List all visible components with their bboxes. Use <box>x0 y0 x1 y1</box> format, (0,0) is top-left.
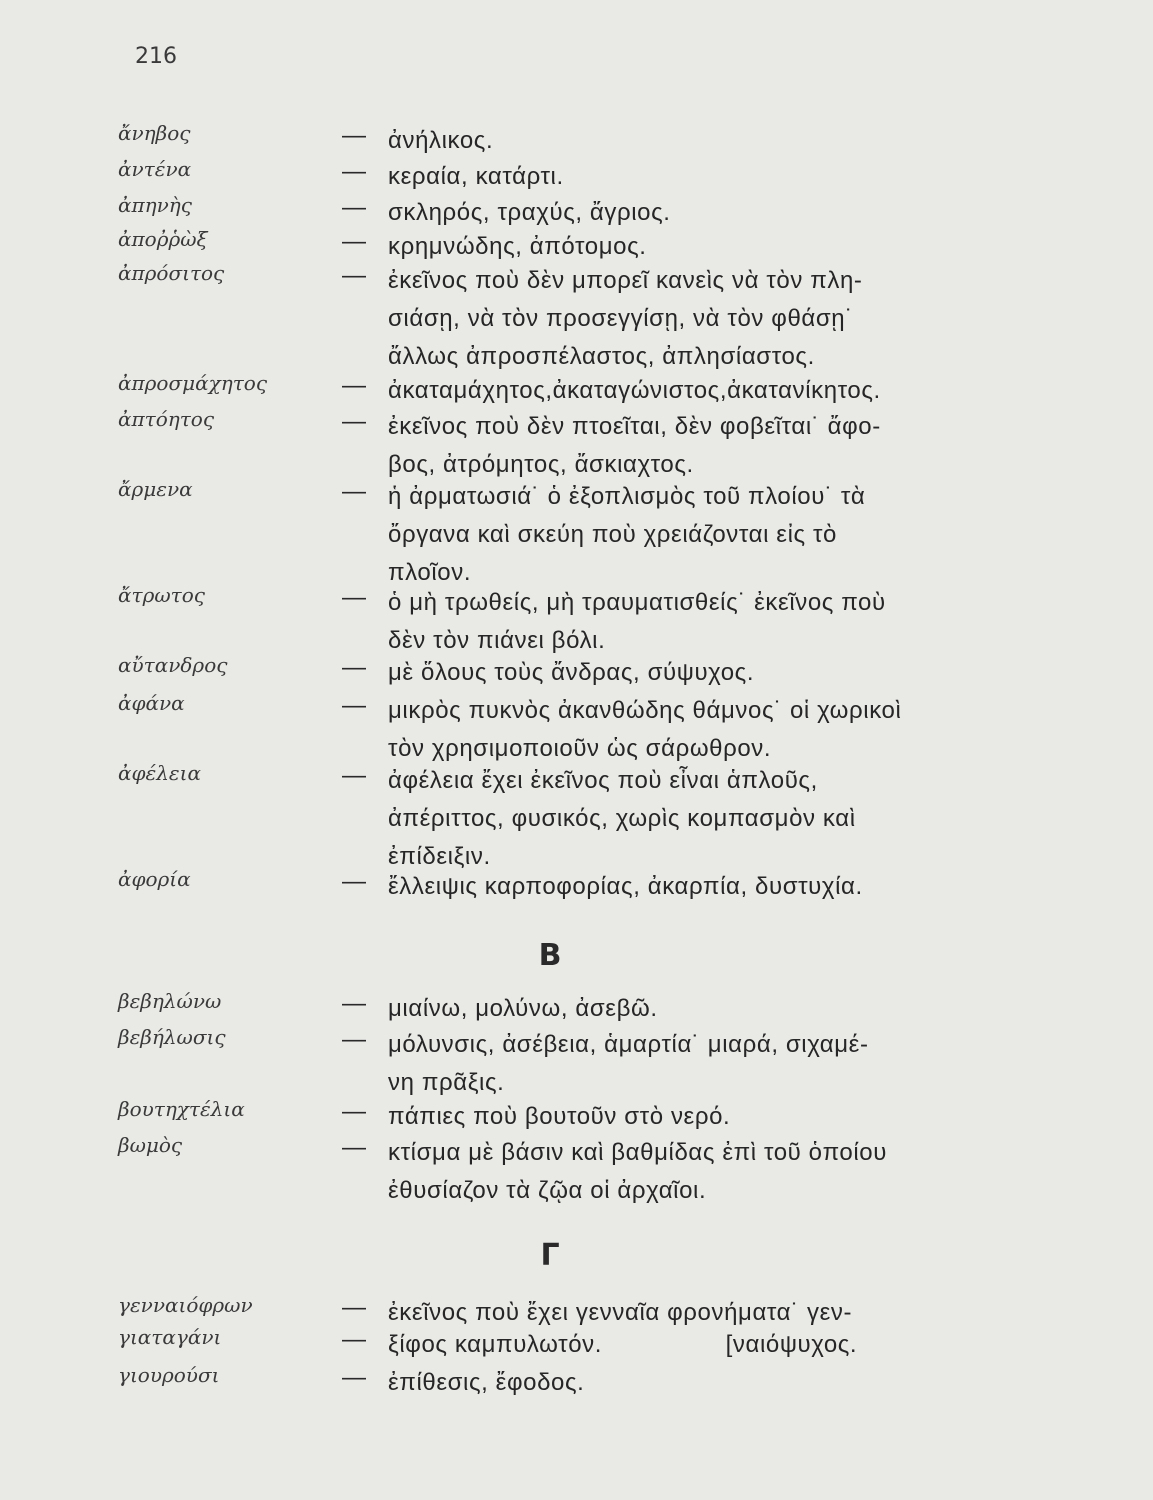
entry-term: αὔτανδρος <box>118 653 228 677</box>
entry-term: ἀπηνὴς <box>118 193 192 217</box>
entry-dash: — <box>342 372 366 399</box>
entry-dash: — <box>342 868 366 895</box>
entry-definition: ὁ μὴ τρωθείς, μὴ τραυματισθείς˙ ἐκεῖνος ποὺ δὲν τὸν πιάνει βόλι. <box>388 589 886 654</box>
entry-definition: σκληρός, τραχύς, ἄγριος. <box>388 199 671 226</box>
entry-dash: — <box>342 194 366 221</box>
entry-dash: — <box>342 584 366 611</box>
entry-dash: — <box>342 408 366 435</box>
entry-term: βεβήλωσις <box>118 1025 226 1049</box>
entry-definition: ἔλλειψις καρποφορίας, ἀκαρπία, δυστυχία. <box>388 873 863 900</box>
entry-definition: πάπιες ποὺ βουτοῦν στὸ νερό. <box>388 1103 731 1130</box>
entry-term: ἀντένα <box>118 157 192 181</box>
entry-dash: — <box>342 1294 366 1321</box>
entry-dash: — <box>342 478 366 505</box>
entry-definition: ἀφέλεια ἔχει ἐκεῖνος ποὺ εἶναι ἁπλοῦς, ἀπέριττος, φυσικός, χωρὶς κομπασμὸν καὶ ἐπίδειξιν. <box>388 767 856 870</box>
entry-dash: — <box>342 262 366 289</box>
entry-term: ἀφάνα <box>118 691 185 715</box>
entry-dash: — <box>342 654 366 681</box>
entry-definition: μὲ ὅλους τοὺς ἄνδρας, σύψυχος. <box>388 659 755 686</box>
entry-term: ἀφορία <box>118 867 191 891</box>
entry-term: βωμὸς <box>118 1133 183 1157</box>
entry-term: ἄτρωτος <box>118 583 205 607</box>
entry-term: ἄρμενα <box>118 477 193 501</box>
entry-definition: ἀκαταμάχητος,ἀκαταγώνιστος,ἀκατανίκητος. <box>388 377 881 404</box>
entry-definition: μιαίνω, μολύνω, ἀσεβῶ. <box>388 995 658 1022</box>
entry-term: βεβηλώνω <box>118 989 222 1013</box>
entry-definition: κεραία, κατάρτι. <box>388 163 564 190</box>
entry-term: ἀποῤῥὼξ <box>118 227 208 251</box>
entry-dash: — <box>342 692 366 719</box>
entry-term: ἀπροσμάχητος <box>118 371 268 395</box>
entry-dash: — <box>342 990 366 1017</box>
entry-definition: ἡ ἀρματωσιά˙ ὁ ἐξοπλισμὸς τοῦ πλοίου˙ τὰ ὄργανα καὶ σκεύη ποὺ χρειάζονται εἰς τὸ πλοῖον. <box>388 483 866 586</box>
entry-dash: — <box>342 1098 366 1125</box>
entry-dash: — <box>342 1326 366 1353</box>
entry-term: ἀπτόητος <box>118 407 215 431</box>
entry-term: γιαταγάνι <box>118 1325 222 1349</box>
section-letter: Γ <box>540 1238 560 1273</box>
entry-term: γιουρούσι <box>118 1363 220 1387</box>
entry-definition: κτίσμα μὲ βάσιν καὶ βαθμίδας ἐπὶ τοῦ ὁποίου ἐθυσίαζον τὰ ζῷα οἱ ἀρχαῖοι. <box>388 1139 887 1204</box>
entry-definition: κρημνώδης, ἀπότομος. <box>388 233 647 260</box>
entry-definition: μικρὸς πυκνὸς ἀκανθώδης θάμνος˙ οἱ χωρικοὶ τὸν χρησιμοποιοῦν ὡς σάρωθρον. <box>388 697 902 762</box>
entry-dash: — <box>342 1134 366 1161</box>
entry-term: γενναιόφρων <box>118 1293 253 1317</box>
entry-term: ἀφέλεια <box>118 761 201 785</box>
entry-term: ἀπρόσιτος <box>118 261 225 285</box>
page-number: 216 <box>135 44 177 69</box>
entry-dash: — <box>342 122 366 149</box>
entry-definition: ἐκεῖνος ποὺ δὲν μπορεῖ κανεὶς νὰ τὸν πλη- σιάσῃ, νὰ τὸν προσεγγίσῃ, νὰ τὸν φθάσῃ˙ ἄλλως ἀπροσπέλαστος, ἀπλησίαστος. <box>388 267 863 370</box>
entry-term: βουτηχτέλια <box>118 1097 245 1121</box>
entry-definition: μόλυνσις, ἀσέβεια, ἁμαρτία˙ μιαρά, σιχαμέ- νη πρᾶξις. <box>388 1031 869 1096</box>
entry-dash: — <box>342 1026 366 1053</box>
entry-definition: ξίφος καμπυλωτόν. [ναιόψυχος. <box>388 1331 858 1358</box>
entry-dash: — <box>342 762 366 789</box>
entry-dash: — <box>342 1364 366 1391</box>
section-letter: Β <box>538 938 562 973</box>
entry-definition: ἐκεῖνος ποὺ δὲν πτοεῖται, δὲν φοβεῖται˙ ἄφο- βος, ἀτρόμητος, ἄσκιαχτος. <box>388 413 881 478</box>
entry-definition: ἐκεῖνος ποὺ ἔχει γενναῖα φρονήματα˙ γεν- <box>388 1299 853 1326</box>
entry-term: ἄνηβος <box>118 121 191 145</box>
entry-definition: ἀνήλικος. <box>388 127 494 154</box>
entry-dash: — <box>342 228 366 255</box>
entry-definition: ἐπίθεσις, ἔφοδος. <box>388 1369 585 1396</box>
entry-dash: — <box>342 158 366 185</box>
